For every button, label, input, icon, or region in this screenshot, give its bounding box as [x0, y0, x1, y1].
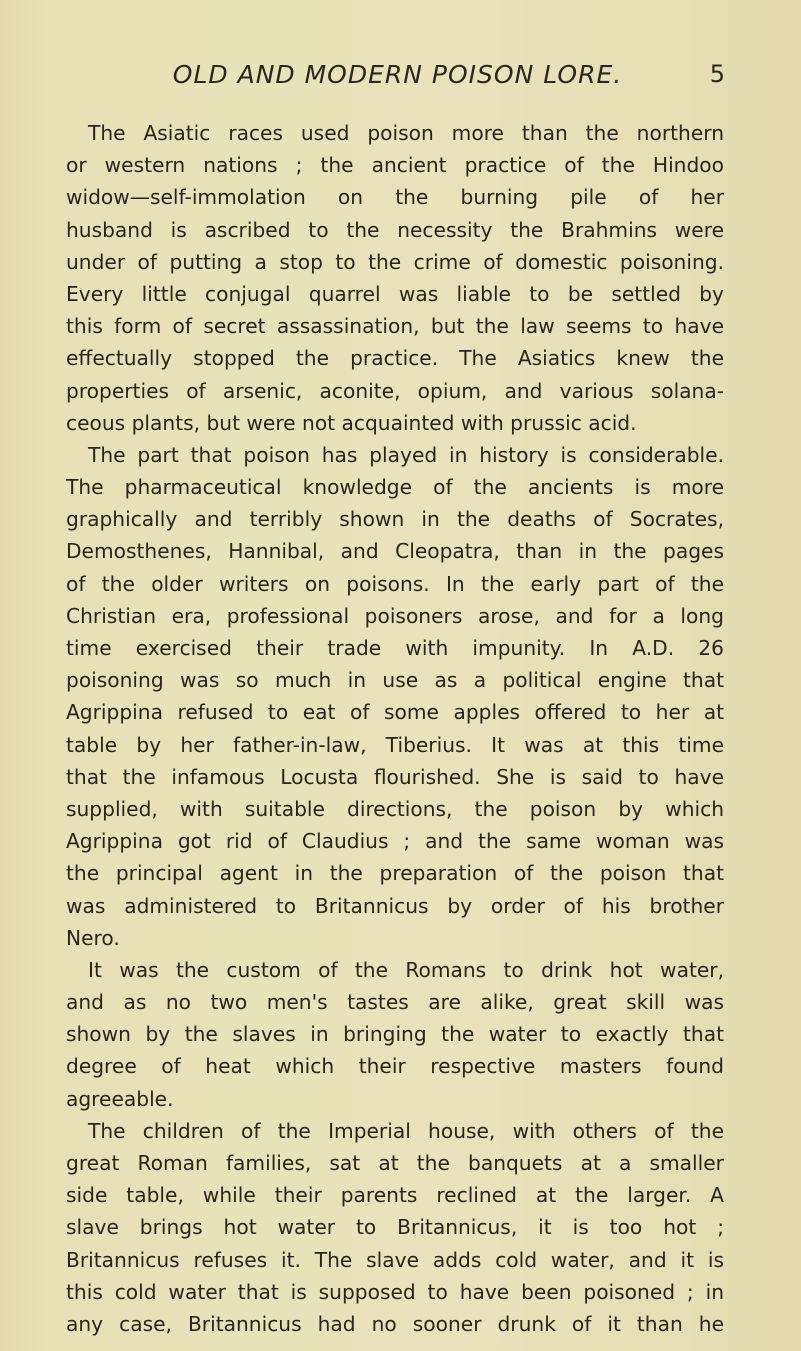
running-head [70, 60, 725, 100]
text-line: that the infamous Locusta flourished. She is said to have [66, 764, 724, 789]
text-line: husband is ascribed to the necessity the Brahmins were [66, 217, 724, 242]
text-line: Agrippina got rid of Claudius ; and the same woman was [66, 829, 724, 854]
text-line: was administered to Britannicus by order of his brother [66, 893, 724, 918]
text-line: Demosthenes, Hannibal, and Cleopatra, than in the pages [66, 539, 724, 564]
text-line: The Asiatic races used poison more than the northern [88, 121, 724, 145]
text-line: table by her father-in-law, Tiberius. It was at this time [66, 732, 724, 757]
text-line: and as no two men's tastes are alike, great skill was [66, 990, 724, 1015]
text-line: Every little conjugal quarrel was liable to be settled by [66, 281, 724, 306]
text-line: properties of arsenic, aconite, opium, and various solana- [66, 378, 724, 403]
text-line: Nero. [66, 925, 120, 950]
text-line: great Roman families, sat at the banquets at a smaller [66, 1151, 724, 1175]
text-line: this form of secret assassination, but the law seems to have [66, 314, 724, 339]
text-line: or western nations ; the ancient practice of the Hindoo [66, 153, 724, 178]
text-line: ceous plants, but were not acquainted with prussic acid. [66, 410, 637, 435]
text-line: supplied, with suitable directions, the poison by which [66, 796, 724, 821]
text-line: Christian era, professional poisoners arose, and for a long [66, 603, 724, 628]
text-line: agreeable. [66, 1086, 174, 1111]
text-line: The children of the Imperial house, with others of the [88, 1118, 724, 1143]
text-line: slave brings hot water to Britannicus, it is too hot ; [66, 1215, 724, 1240]
body-text [66, 117, 724, 1340]
text-line: The part that poison has played in history is considerable. [88, 442, 724, 467]
text-line: Britannicus refuses it. The slave adds cold water, and it is [66, 1247, 724, 1272]
text-line: effectually stopped the practice. The Asiatics knew the [66, 346, 724, 371]
text-line: It was the custom of the Romans to drink hot water, [88, 957, 724, 982]
text-line: side table, while their parents reclined at the larger. A [66, 1183, 724, 1208]
text-line: the principal agent in the preparation of the poison that [66, 861, 724, 886]
text-line: The pharmaceutical knowledge of the ancients is more [66, 475, 724, 500]
text-line: graphically and terribly shown in the deaths of Socrates, [66, 507, 724, 532]
text-line: this cold water that is supposed to have been poisoned ; in [66, 1279, 724, 1304]
text-line: poisoning was so much in use as a political engine that [66, 668, 724, 693]
text-line: degree of heat which their respective masters found [66, 1054, 724, 1079]
text-line: any case, Britannicus had no sooner drunk of it than he [66, 1311, 724, 1336]
text-line: of the older writers on poisons. In the early part of the [66, 571, 724, 596]
text-line: time exercised their trade with impunity. In A.D. 26 [66, 636, 724, 660]
page-number: 5 [709, 60, 725, 88]
text-line: Agrippina refused to eat of some apples offered to her at [66, 700, 724, 725]
text-line: widow—self-immolation on the burning pile of her [66, 185, 724, 210]
text-line: under of putting a stop to the crime of domestic poisoning. [66, 249, 724, 274]
text-line: shown by the slaves in bringing the water to exactly that [66, 1022, 724, 1047]
running-title: OLD AND MODERN POISON LORE. [172, 60, 623, 89]
